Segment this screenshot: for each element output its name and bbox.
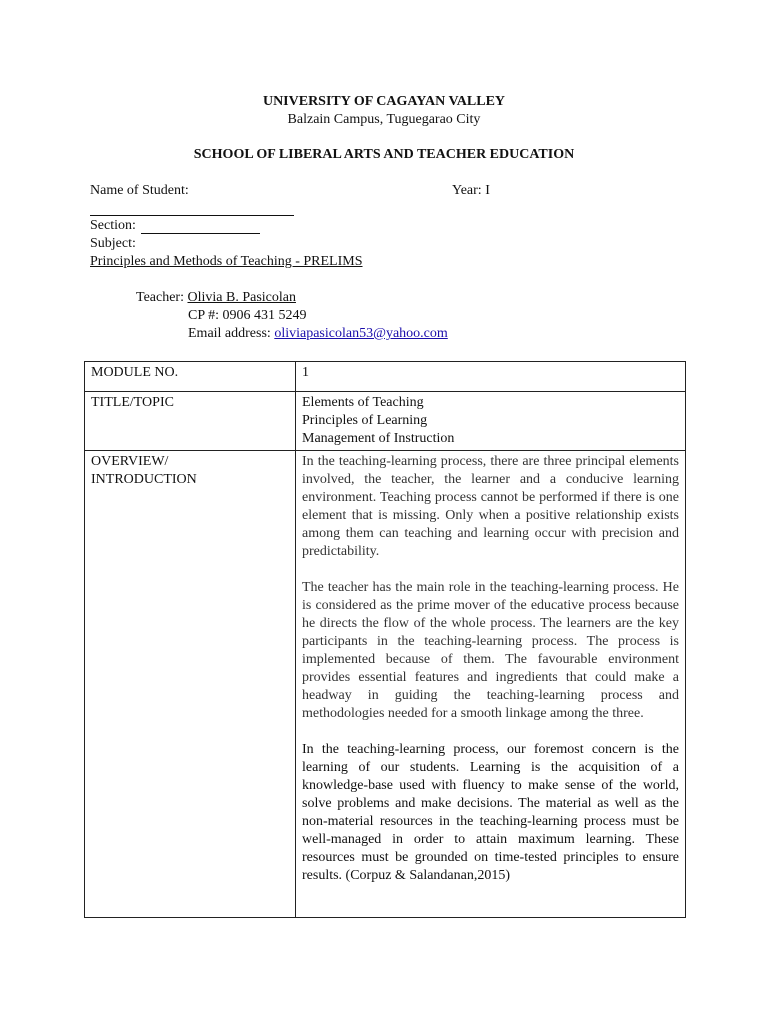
overview-label: OVERVIEW/ [91, 454, 169, 469]
introduction-label: INTRODUCTION [91, 472, 197, 487]
module-no-value: 1 [296, 362, 686, 392]
subject-label: Subject: [90, 236, 136, 251]
topic-item: Elements of Teaching [302, 395, 424, 410]
table-row [85, 451, 686, 918]
topic-item: Principles of Learning [302, 413, 428, 428]
teacher-name: Olivia B. Pasicolan [187, 290, 296, 305]
email-label: Email address: [188, 326, 271, 341]
overview-paragraph: In the teaching-learning process, our foremost concern is the learning of our students. Learning is the acquisition of a knowledge-base used with fluency to make sense of the world, solve problems and make decisions. The material as well as the non-material resources in the teaching-learning process must be well-managed in order to attain maximum learning. These resources must be grounded on time-tested principles to ensure results. (Corpuz & Salandanan,2015) [302, 742, 679, 883]
overview-content-cell [296, 451, 686, 918]
module-no-label: MODULE NO. [85, 362, 296, 392]
teacher-line [136, 290, 296, 306]
teacher-phone: CP #: 0906 431 5249 [188, 308, 307, 323]
table-row [85, 362, 686, 392]
subject-value: Principles and Methods of Teaching - PRELIMS [90, 254, 363, 269]
module-table [84, 361, 686, 918]
year-label: Year: I [452, 183, 490, 198]
student-name-blank [90, 215, 294, 216]
teacher-label: Teacher: [136, 290, 184, 305]
table-row [85, 392, 686, 451]
email-link[interactable]: oliviapasicolan53@yahoo.com [274, 326, 448, 341]
teacher-email-line [188, 326, 448, 342]
school-title: SCHOOL OF LIBERAL ARTS AND TEACHER EDUCATION [193, 147, 575, 162]
student-name-label: Name of Student: [90, 183, 189, 198]
topic-item: Management of Instruction [302, 431, 455, 446]
overview-label-cell [85, 451, 296, 918]
overview-paragraph: In the teaching-learning process, there are three principal elements involved, the teacher, the learner and a conducive learning environment. Teaching process cannot be performed if there is one element that is missing. Only when a positive relationship exists among them can teaching and learning occur with precision and predictability. [302, 454, 679, 559]
university-title: UNIVERSITY OF CAGAYAN VALLEY [262, 94, 506, 109]
overview-paragraph: The teacher has the main role in the teaching-learning process. He is considered as the prime mover of the educative process because he directs the flow of the whole process. The learners are the key participants in the teaching-learning process. The process is implemented because of them. The favourable environment provides essential features and ingredients that could make a headway in guiding the teaching-learning process and methodologies needed for a smooth linkage among the three. [302, 580, 679, 721]
title-topic-cell [296, 392, 686, 451]
campus-subtitle: Balzain Campus, Tuguegarao City [287, 112, 481, 127]
section-label: Section: [90, 218, 136, 233]
section-blank [141, 233, 260, 234]
title-topic-label: TITLE/TOPIC [85, 392, 296, 451]
